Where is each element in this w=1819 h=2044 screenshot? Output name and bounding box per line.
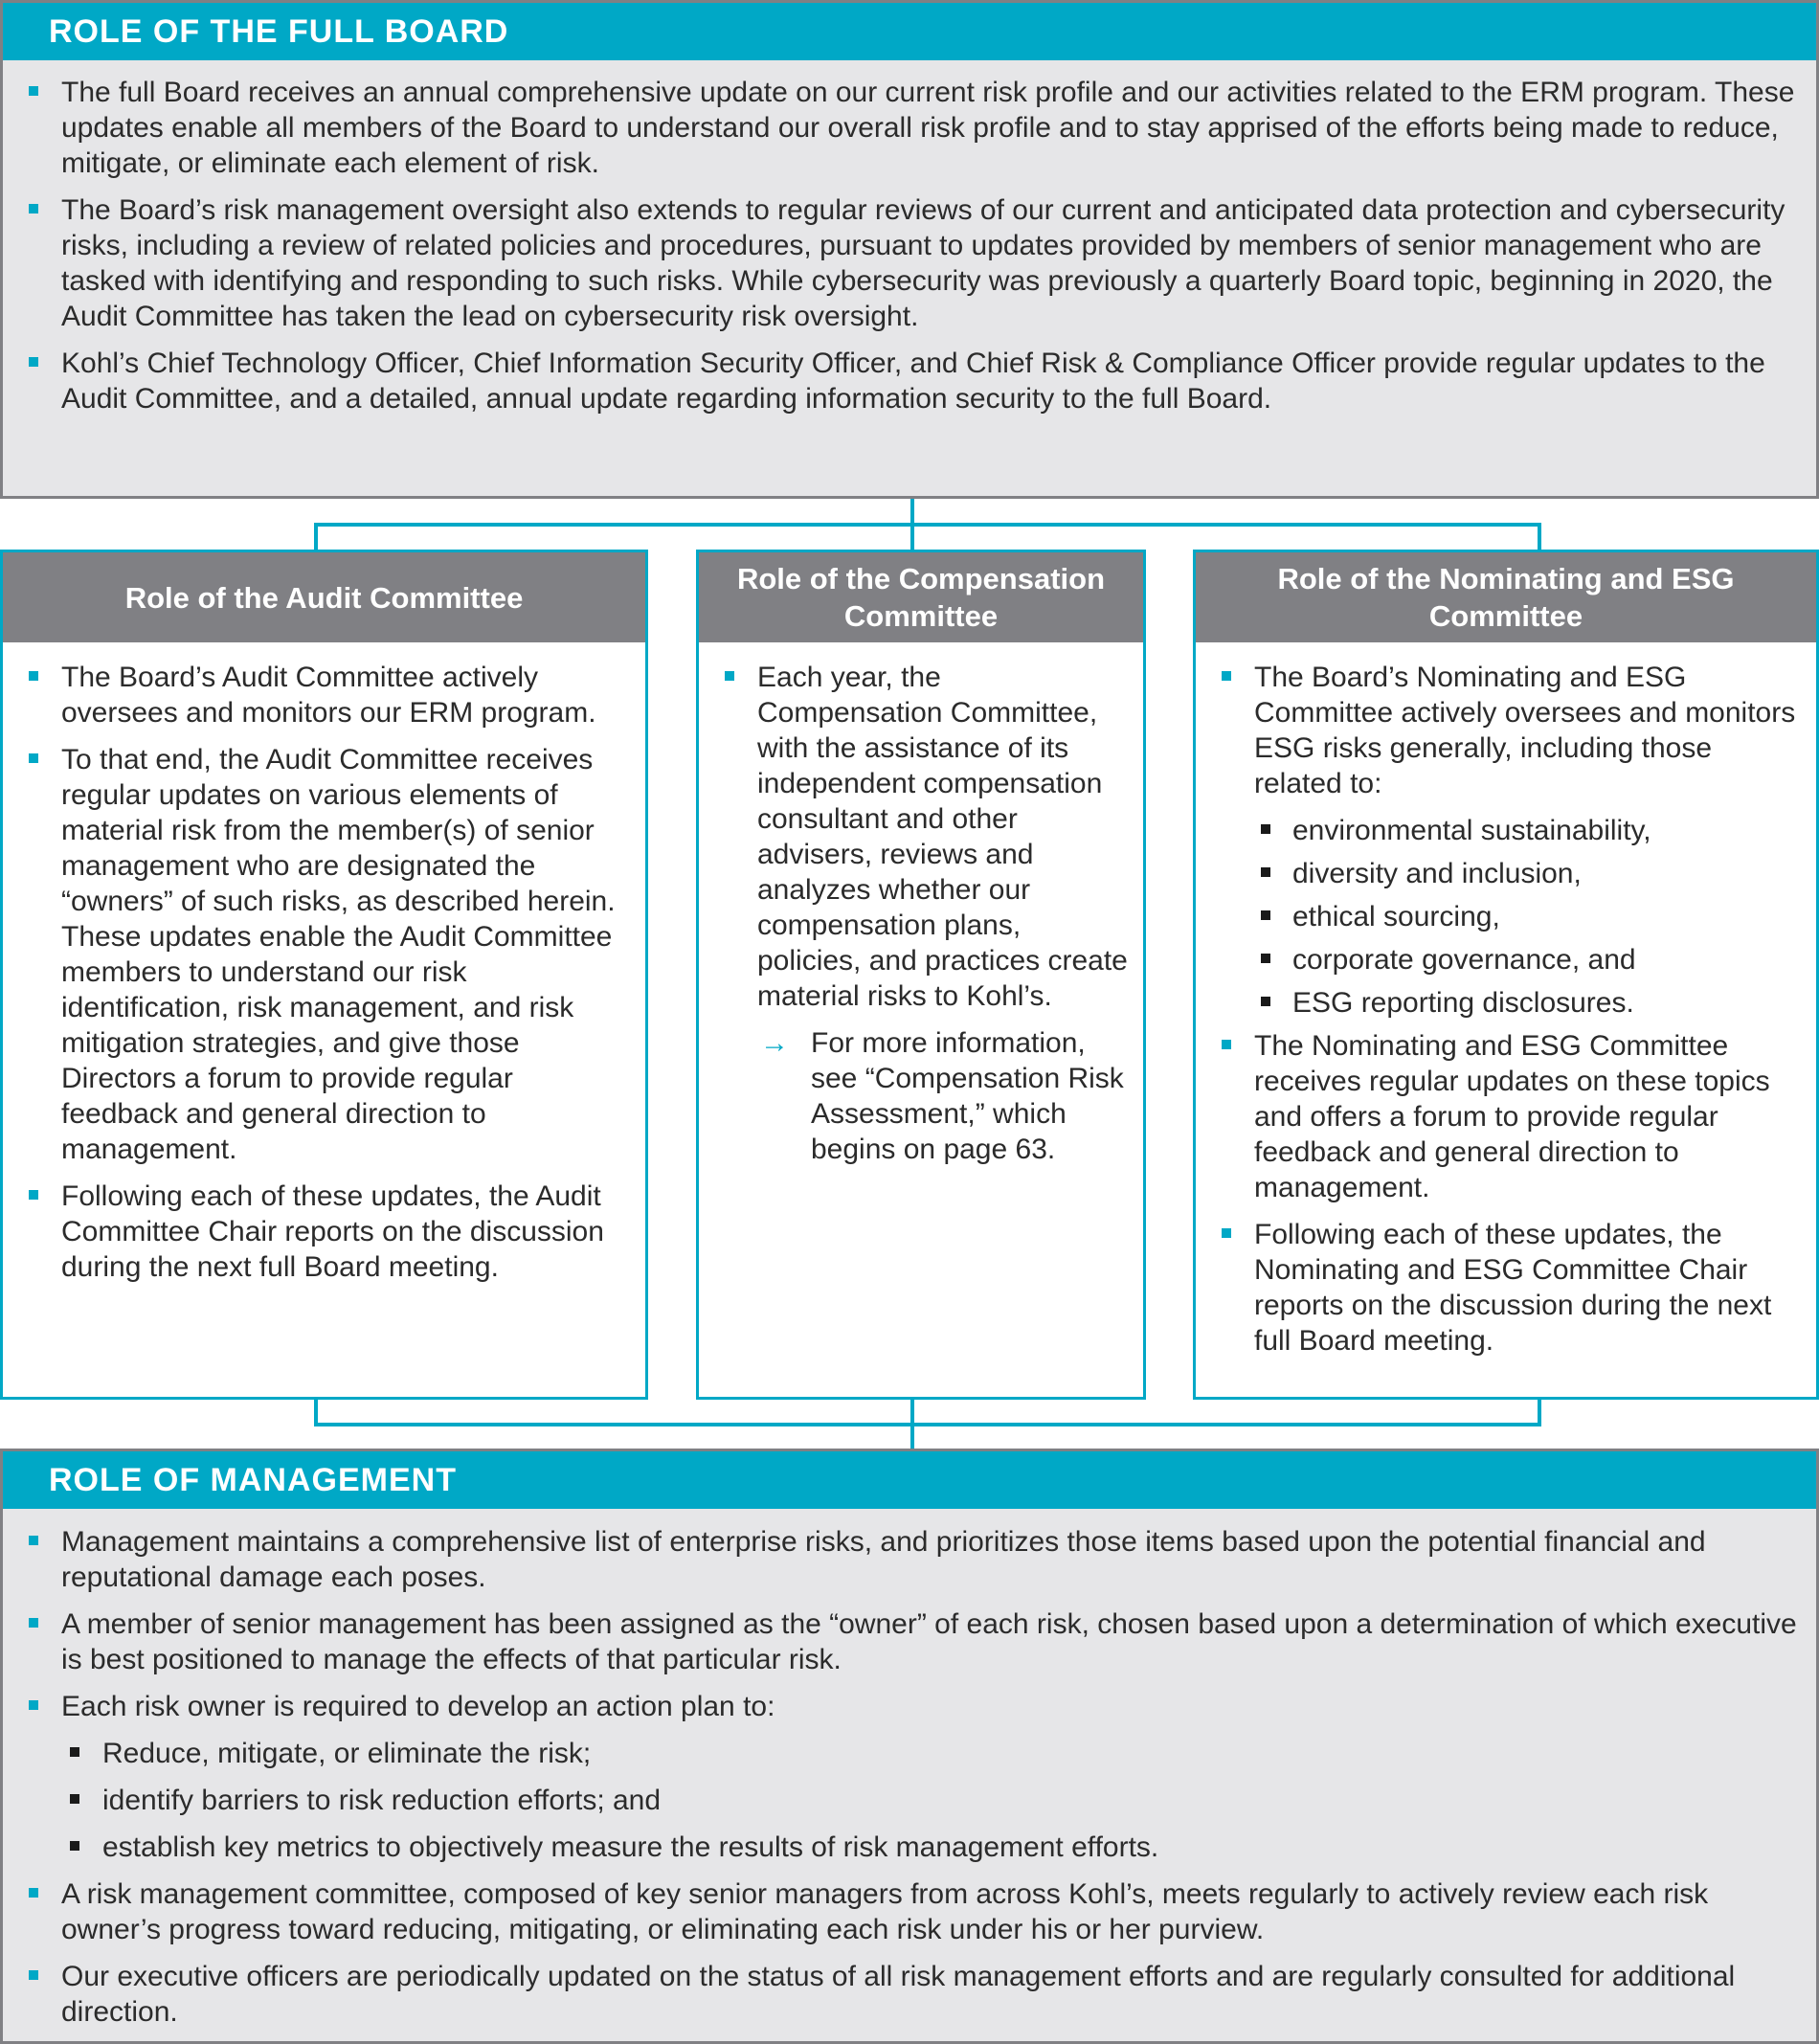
- nominating-esg-committee-list: [1196, 660, 1816, 1370]
- list-item: → For more information, see “Compensation Risk Assessment,” which begins on page 63.: [760, 1027, 1124, 1165]
- list-item: Each year, the Compensation Committee, with the assistance of its independent compensation consultant and other advisers, reviews and analyzes whether our compensation plans, policies, and practices create material risks to Kohl’s.: [699, 660, 1143, 1014]
- list-item: The Nominating and ESG Committee receives regular updates on these topics and offers a forum to provide regular feedback and general direction to management.: [1196, 1028, 1816, 1205]
- list-item: Following each of these updates, the Nominating and ESG Committee Chair reports on the discussion during the next full Board meeting.: [1196, 1217, 1816, 1359]
- management-panel: [0, 1449, 1819, 2044]
- list-item: Kohl’s Chief Technology Officer, Chief Information Security Officer, and Chief Risk & Compliance Officer provide regular updates to the Audit Committee, and a detailed, annual update regarding information security to the full Board.: [3, 346, 1816, 416]
- list-item: Management maintains a comprehensive list of enterprise risks, and prioritizes those items based upon the potential financial and reputational damage each poses.: [3, 1524, 1816, 1595]
- bullet-icon: [1261, 910, 1270, 920]
- compensation-committee-title: Role of the Compensation Committee: [699, 552, 1143, 642]
- bullet-icon: [29, 753, 38, 763]
- arrow-right-icon: →: [760, 1027, 789, 1059]
- list-subitem: ethical sourcing,: [1196, 899, 1816, 934]
- bullet-icon: [1222, 1040, 1231, 1049]
- list-item: The Board’s risk management oversight also extends to regular reviews of our current and anticipated data protection and cybersecurity risks, including a review of related policies and procedures, pursuant to updates provided by members of senior management who are tasked with identifying and responding to such risks. While cybersecurity was previously a quarterly Board topic, beginning in 2020, the Audit Committee has taken the lead on cybersecurity risk oversight.: [3, 192, 1816, 334]
- bullet-icon: [1261, 997, 1270, 1006]
- audit-committee-title: Role of the Audit Committee: [3, 552, 645, 642]
- management-list: [3, 1524, 1816, 2041]
- list-item: Each risk owner is required to develop an action plan to:: [3, 1689, 1816, 1724]
- list-subitem: corporate governance, and: [1196, 942, 1816, 977]
- list-item: To that end, the Audit Committee receives regular updates on various elements of material risk from the member(s) of senior management who are designated the “owners” of such risks, as described herein. These updates enable the Audit Committee members to understand our risk identification, risk management, and risk mitigation strategies, and give those Directors a forum to provide regular feedback and general direction to management.: [3, 742, 645, 1167]
- list-item: A member of senior management has been assigned as the “owner” of each risk, chosen based upon a determination of which executive is best positioned to manage the effects of that particular risk.: [3, 1606, 1816, 1677]
- full-board-panel: [0, 0, 1819, 499]
- bullet-icon: [29, 1618, 38, 1628]
- list-subitem: ESG reporting disclosures.: [1196, 985, 1816, 1021]
- bullet-icon: [29, 357, 38, 367]
- bullet-icon: [29, 1536, 38, 1545]
- management-title: ROLE OF MANAGEMENT: [3, 1451, 1816, 1509]
- list-item: The full Board receives an annual comprehensive update on our current risk profile and our activities related to the ERM program. These updates enable all members of the Board to understand our overall risk profile and to stay apprised of the efforts being made to reduce, mitigate, or eliminate each element of risk.: [3, 75, 1816, 181]
- compensation-committee-panel: [696, 550, 1146, 1400]
- full-board-list: [3, 75, 1816, 428]
- list-item: The Board’s Nominating and ESG Committee actively oversees and monitors ESG risks generally, including those related to:: [1196, 660, 1816, 801]
- list-item: The Board’s Audit Committee actively oversees and monitors our ERM program.: [3, 660, 645, 730]
- list-subitem: establish key metrics to objectively measure the results of risk management efforts.: [3, 1830, 1816, 1865]
- list-subitem: Reduce, mitigate, or eliminate the risk;: [3, 1736, 1816, 1771]
- bullet-icon: [1222, 1228, 1231, 1238]
- list-subitem: diversity and inclusion,: [1196, 856, 1816, 891]
- bullet-icon: [1261, 824, 1270, 834]
- bullet-icon: [29, 86, 38, 96]
- bullet-icon: [1261, 954, 1270, 963]
- bullet-icon: [29, 1700, 38, 1710]
- bullet-icon: [1261, 867, 1270, 877]
- bullet-icon: [29, 204, 38, 213]
- list-item: A risk management committee, composed of key senior managers from across Kohl’s, meets regularly to actively review each risk owner’s progress toward reducing, mitigating, or eliminating each risk under his or her purview.: [3, 1876, 1816, 1947]
- nominating-esg-committee-title: Role of the Nominating and ESG Committee: [1196, 552, 1816, 642]
- bullet-icon: [29, 1888, 38, 1898]
- list-item: Following each of these updates, the Audit Committee Chair reports on the discussion during the next full Board meeting.: [3, 1179, 645, 1285]
- bullet-icon: [70, 1794, 79, 1804]
- bullet-icon: [29, 1190, 38, 1200]
- full-board-title: ROLE OF THE FULL BOARD: [3, 3, 1816, 60]
- audit-committee-list: [3, 660, 645, 1296]
- bullet-icon: [29, 1970, 38, 1980]
- list-item: Our executive officers are periodically updated on the status of all risk management efforts and are regularly consulted for additional direction.: [3, 1959, 1816, 2030]
- bullet-icon: [725, 671, 734, 681]
- bullet-icon: [1222, 671, 1231, 681]
- compensation-committee-list: [699, 660, 1143, 1179]
- audit-committee-panel: [0, 550, 648, 1400]
- bullet-icon: [70, 1841, 79, 1851]
- list-subitem: environmental sustainability,: [1196, 813, 1816, 848]
- bullet-icon: [70, 1747, 79, 1757]
- bullet-icon: [29, 671, 38, 681]
- list-subitem: identify barriers to risk reduction efforts; and: [3, 1783, 1816, 1818]
- nominating-esg-committee-panel: [1193, 550, 1819, 1400]
